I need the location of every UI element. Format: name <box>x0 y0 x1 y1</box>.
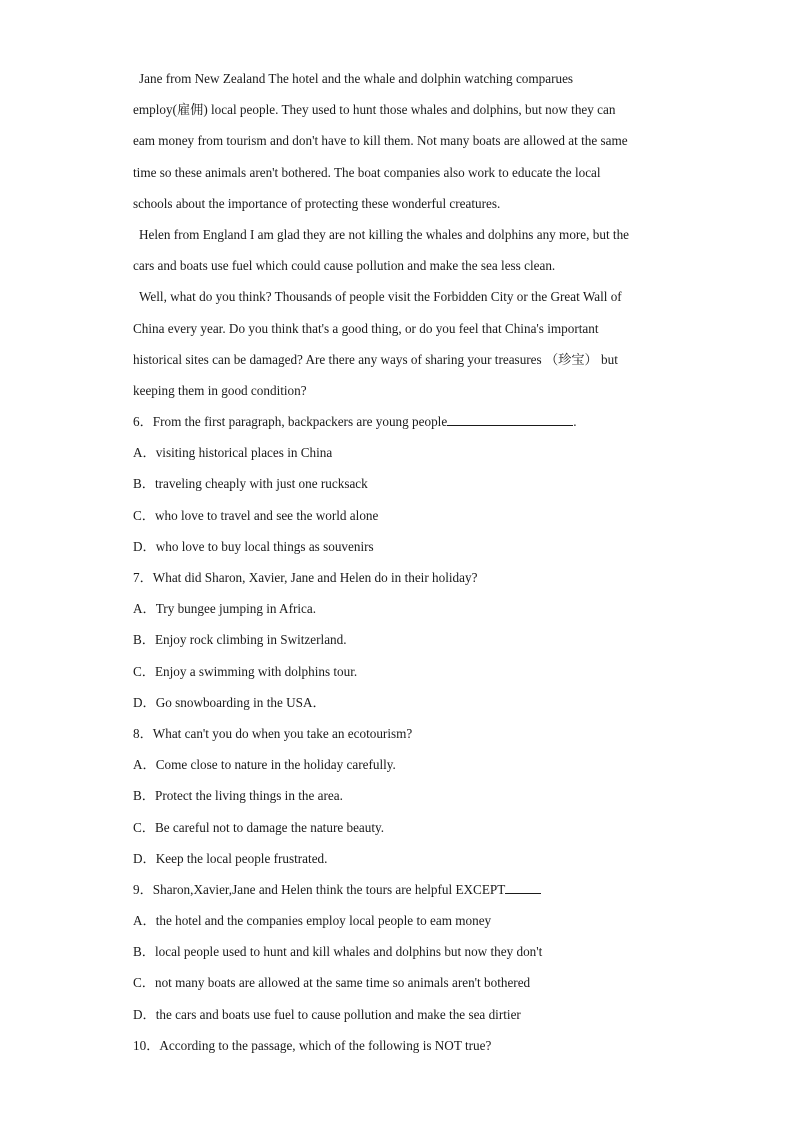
option-c: C．Be careful not to damage the nature beauty. <box>133 819 385 835</box>
reading-passage <box>133 63 673 406</box>
question-stem-text: 6．From the first paragraph, backpackers are young people <box>133 414 448 430</box>
passage-line: schools about the importance of protecting these wonderful creatures. <box>133 195 501 211</box>
option-d: D．Keep the local people frustrated. <box>133 850 328 866</box>
answer-blank <box>447 411 573 426</box>
passage-line: keeping them in good condition? <box>133 382 307 398</box>
question-stem-text: 9．Sharon,Xavier,Jane and Helen think the tours are helpful EXCEPT <box>133 881 506 897</box>
passage-line: Jane from New Zealand The hotel and the whale and dolphin watching comparues <box>139 71 574 86</box>
passage-line: eam money from tourism and don't have to kill them. Not many boats are allowed at the same <box>133 133 628 149</box>
question-stem: 10．According to the passage, which of the following is NOT true? <box>133 1037 492 1053</box>
option-a: A．the hotel and the companies employ local people to eam money <box>133 913 492 929</box>
question-10 <box>133 1030 673 1061</box>
question-stem: 8．What can't you do when you take an ecotourism? <box>133 725 413 741</box>
option-c: C．who love to travel and see the world alone <box>133 507 379 523</box>
passage-line: time so these animals aren't bothered. The boat companies also work to educate the local <box>133 164 601 180</box>
question-7 <box>133 562 673 718</box>
option-d: D．who love to buy local things as souvenirs <box>133 538 374 554</box>
question-stem <box>133 406 673 437</box>
passage-line: cars and boats use fuel which could cause pollution and make the sea less clean. <box>133 258 556 274</box>
passage-line: historical sites can be damaged? Are there any ways of sharing your treasures （珍宝） but <box>133 351 618 367</box>
question-stem: 7．What did Sharon, Xavier, Jane and Helen do in their holiday? <box>133 570 478 585</box>
question-6 <box>133 406 673 562</box>
option-d: D．the cars and boats use fuel to cause pollution and make the sea dirtier <box>133 1006 521 1022</box>
option-c: C．Enjoy a swimming with dolphins tour. <box>133 663 358 679</box>
question-9 <box>133 874 673 1030</box>
option-b: B．local people used to hunt and kill whales and dolphins but now they don't <box>133 944 543 960</box>
question-stem <box>133 874 673 905</box>
option-d: D．Go snowboarding in the USA． <box>133 694 326 710</box>
option-a: A．Try bungee jumping in Africa. <box>133 601 317 617</box>
passage-line: Helen from England I am glad they are not killing the whales and dolphins any more, but the <box>139 226 630 242</box>
option-a: A．Come close to nature in the holiday carefully. <box>133 757 396 773</box>
option-b: B．Protect the living things in the area. <box>133 788 343 804</box>
question-8 <box>133 718 673 874</box>
option-b: B．traveling cheaply with just one rucksack <box>133 476 368 492</box>
document-content <box>133 63 673 1061</box>
passage-line: China every year. Do you think that's a good thing, or do you feel that China's important <box>133 320 599 336</box>
passage-line: Well, what do you think? Thousands of people visit the Forbidden City or the Great Wall of <box>139 289 622 305</box>
answer-blank <box>505 879 541 894</box>
passage-line: employ(雇佣) local people. They used to hunt those whales and dolphins, but now they can <box>133 102 616 118</box>
option-c: C．not many boats are allowed at the same time so animals aren't bothered <box>133 975 531 991</box>
question-stem-end: . <box>573 414 577 430</box>
option-b: B．Enjoy rock climbing in Switzerland. <box>133 632 347 648</box>
option-a: A．visiting historical places in China <box>133 445 333 461</box>
